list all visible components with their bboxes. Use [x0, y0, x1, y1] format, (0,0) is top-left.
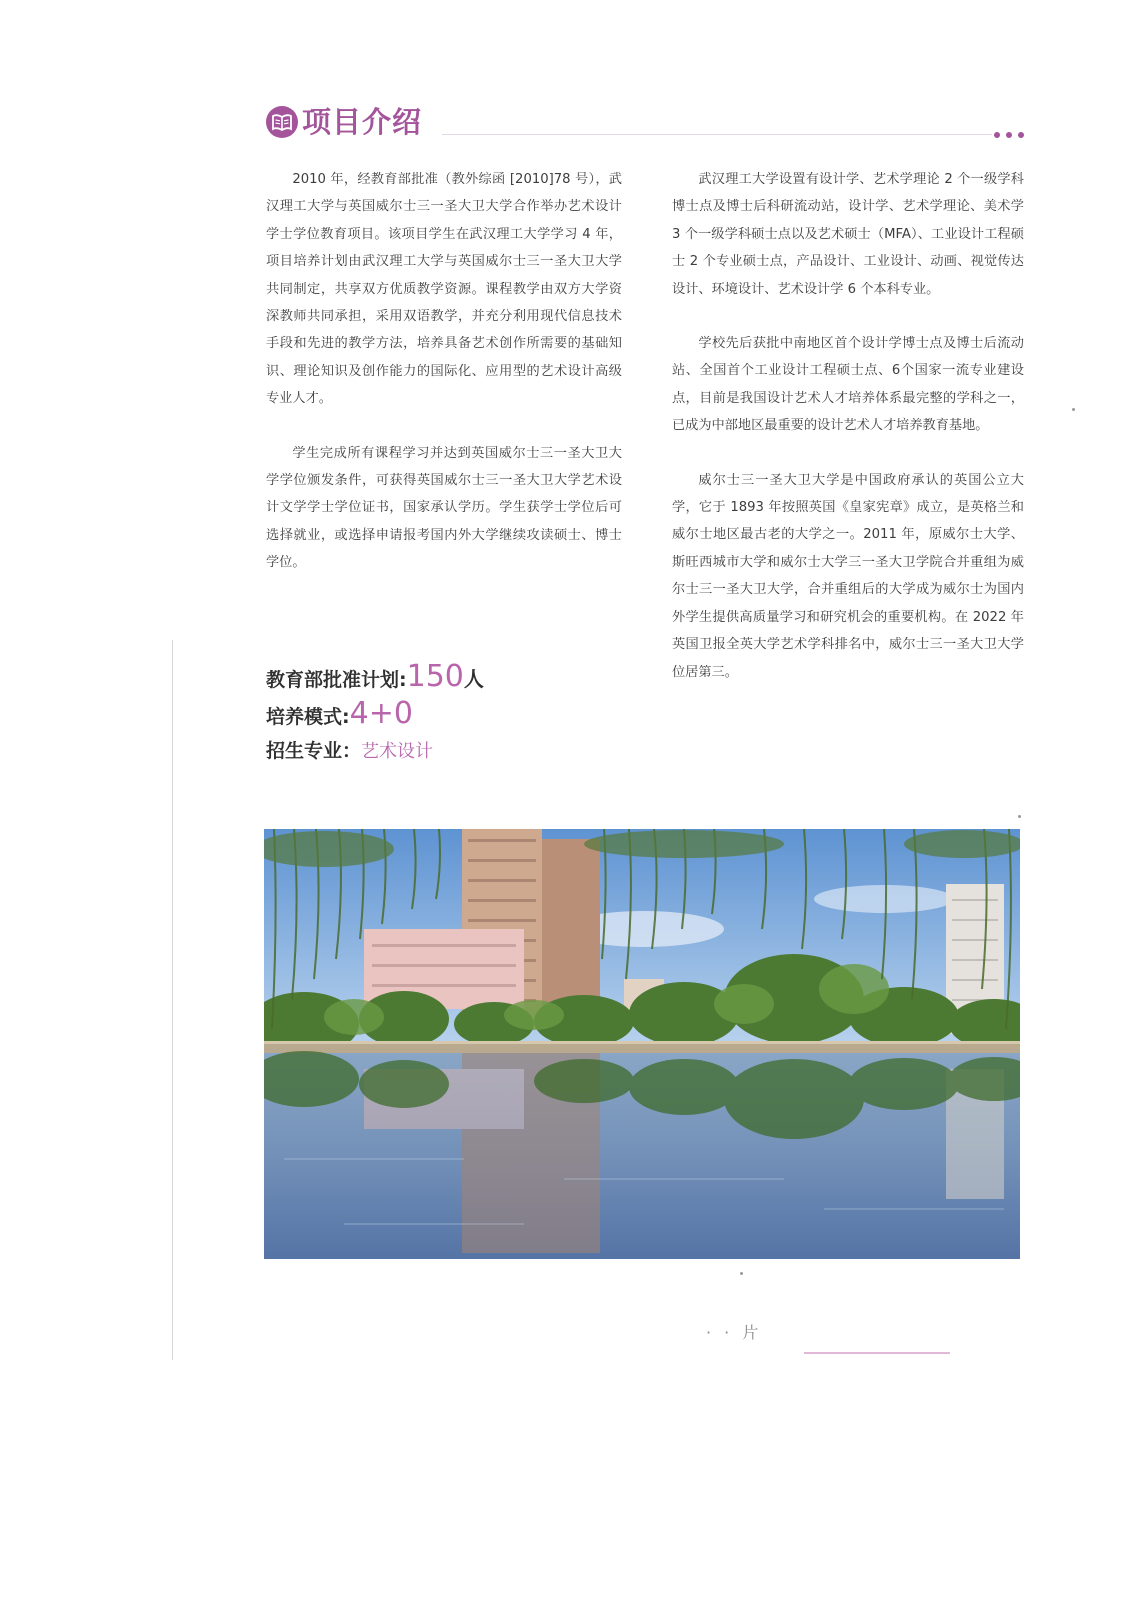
book-icon — [266, 106, 298, 138]
enrollment-stats — [266, 660, 626, 769]
degree-paragraph: 学生完成所有课程学习并达到英国威尔士三一圣大卫大学学位颁发条件，可获得英国威尔士三一圣大卫大学艺术设计文学学士学位证书，国家承认学历。学生获学士学位后可选择就业，或选择申请报考国内外大学继续攻读硕士、博士学位。 — [266, 445, 622, 571]
mode-line — [266, 697, 626, 734]
page-title: 项目介绍 — [302, 105, 423, 139]
quota-label: 教育部批准计划: — [266, 669, 407, 691]
campus-lake-photo — [264, 829, 1020, 1259]
header-rule — [442, 134, 992, 135]
major-value: 艺术设计 — [361, 741, 434, 762]
header-dots — [988, 123, 1024, 142]
left-text-column — [266, 166, 622, 577]
major-label: 招生专业： — [266, 740, 362, 762]
scan-speck — [740, 1272, 743, 1275]
quota-unit: 人 — [463, 667, 484, 691]
mode-value: 4+0 — [349, 696, 413, 731]
quota-value: 150 — [406, 659, 464, 694]
scan-speck — [1018, 815, 1021, 818]
section-header — [266, 103, 1036, 143]
disciplines-paragraph: 武汉理工大学设置有设计学、艺术学理论 2 个一级学科博士点及博士后科研流动站，设计学、艺术学理论、美术学 3 个一级学科硕士点以及艺术硕士（MFA）、工业设计工程硕士 2 个专业硕士点，产品设计、工业设计、动画、视觉传达设计、环境设计、艺术设计学 6 个本科专业。 — [672, 172, 1024, 297]
major-line — [266, 734, 626, 769]
right-text-column — [672, 166, 1024, 686]
intro-paragraph: 2010 年，经教育部批准（教外综函 [2010]78 号），武汉理工大学与英国威尔士三一圣大卫大学合作举办艺术设计学士学位教育项目。该项目学生在武汉理工大学学习 4 年，项目培养计划由武汉理工大学与英国威尔士三一圣大卫大学共同制定，共享双方优质教学资源。课程教学由双方大学资深教师共同承担，采用双语教学，并充分利用现代信息技术手段和先进的教学方法，培养具备艺术创作所需要的基础知识、理论知识及创作能力的国际化、应用型的艺术设计高级专业人才。 — [266, 172, 622, 407]
mode-label: 培养模式: — [266, 706, 350, 728]
footer-mark: · · 片 — [706, 1323, 763, 1342]
partner-university-paragraph: 威尔士三一圣大卫大学是中国政府承认的英国公立大学，它于 1893 年按照英国《皇家宪章》成立，是英格兰和威尔士地区最古老的大学之一。2011 年，原威尔士大学、斯旺西城市大学和威尔士大学三一圣大卫学院合并重组为威尔士三一圣大卫大学，合并重组后的大学成为威尔士为国内外学生提供高质量学习和研究机会的重要机构。在 2022 年英国卫报全英大学艺术学科排名中，威尔士三一圣大卫大学位居第三。 — [672, 472, 1024, 680]
scan-speck — [1072, 408, 1075, 411]
quota-line — [266, 660, 626, 697]
achievements-paragraph: 学校先后获批中南地区首个设计学博士点及博士后流动站、全国首个工业设计工程硕士点、6个国家一流专业建设点，目前是我国设计艺术人才培养体系最完整的学科之一，已成为中部地区最重要的设计艺术人才培养教育基地。 — [672, 336, 1024, 434]
footer-line — [804, 1352, 950, 1354]
scan-edge-line — [172, 640, 173, 1360]
